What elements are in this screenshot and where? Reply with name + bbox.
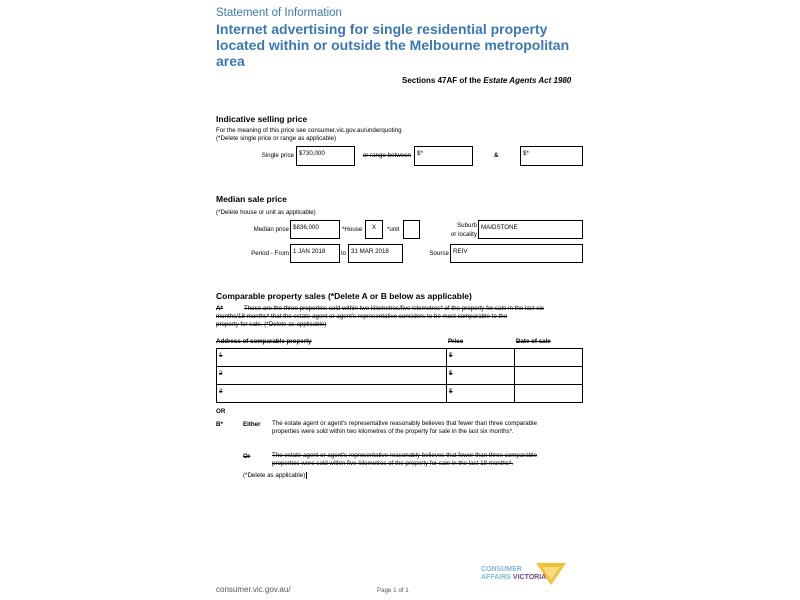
or-label: OR: [216, 408, 226, 415]
logo-affairs: AFFAIRS: [481, 574, 511, 581]
table-row-address[interactable]: 1: [216, 348, 447, 367]
sections-prefix: Sections 47AF of the: [402, 76, 484, 85]
suburb-label-line-2: or locality: [450, 231, 477, 238]
delete-note: [243, 472, 309, 479]
table-row-date[interactable]: [514, 348, 583, 367]
period-label: Period - From: [251, 250, 289, 257]
source-field[interactable]: REIV: [450, 244, 583, 263]
single-price-field[interactable]: $730,000: [296, 146, 355, 166]
either-text: [272, 420, 587, 436]
option-a-text-2: [216, 313, 586, 321]
col-address-header: Address of comparable property: [216, 338, 312, 345]
to-label: to: [341, 250, 347, 257]
period-to-field[interactable]: 31 MAR 2018: [348, 244, 403, 263]
option-a-line-1: These are the three properties sold within two kilometres/five kilometres* of the property for sale in the last six: [244, 305, 544, 312]
indicative-note-1: For the meaning of this price see consumer.vic.gov.au/underquoting: [216, 127, 402, 134]
or2-line-1: The estate agent or agent's representative reasonably believes that fewer than three comparable: [272, 452, 537, 459]
title-line-3: area: [216, 53, 245, 69]
title-line-1: Internet advertising for single residential property: [216, 21, 548, 37]
logo-line-2: [481, 574, 546, 582]
option-a-line-3: property for sale. (*Delete as applicable): [216, 321, 327, 328]
or2-text: [272, 452, 587, 468]
or2-line-2: properties were sold within five kilometres of the property for sale in the last 18 months*.: [272, 460, 514, 467]
suburb-field[interactable]: MAIDSTONE: [478, 220, 583, 239]
either-line-1: The estate agent or agent's representative reasonably believes that fewer than three comparable: [272, 420, 537, 427]
table-row-address[interactable]: 3: [216, 384, 447, 403]
suburb-label: [432, 221, 477, 239]
document-label: Statement of Information: [216, 7, 342, 19]
table-row-address[interactable]: 2: [216, 366, 447, 385]
range-label: or range between: [362, 152, 411, 159]
median-price-field[interactable]: $836,000: [290, 220, 340, 239]
comparable-heading: Comparable property sales (*Delete A or B below as applicable): [216, 291, 472, 301]
or2-label: Or: [243, 453, 251, 460]
table-row-date[interactable]: [514, 384, 583, 403]
text-cursor: [306, 472, 309, 479]
option-a-marker: A*: [216, 305, 223, 312]
unit-checkbox[interactable]: [403, 220, 420, 239]
range-from-field[interactable]: $*: [414, 146, 473, 166]
document-title: [216, 21, 596, 69]
option-a-text-3: [216, 321, 586, 329]
period-from-field[interactable]: 1 JAN 2018: [290, 244, 340, 263]
unit-label: *unit: [387, 226, 400, 233]
source-label: Source: [429, 250, 449, 257]
logo-victoria: VICTORIA: [512, 574, 547, 581]
logo-line-1: CONSUMER: [481, 566, 522, 573]
table-row-price[interactable]: $: [446, 384, 515, 403]
col-price-header: Price: [448, 338, 464, 345]
either-line-2: properties were sold within two kilometres of the property for sale in the last six months*.: [272, 428, 514, 435]
median-note: (*Delete house or unit as applicable): [216, 209, 316, 216]
suburb-label-line-1: Suburb: [457, 222, 477, 229]
indicative-heading: Indicative selling price: [216, 114, 308, 124]
house-checkbox[interactable]: X: [365, 220, 383, 239]
option-a-text: [216, 305, 586, 313]
house-label: *House: [342, 226, 363, 233]
table-row-price[interactable]: $: [446, 348, 515, 367]
consumer-affairs-logo: [481, 560, 589, 592]
col-date-header: Date of sale: [516, 338, 551, 345]
option-b-marker: B*: [216, 421, 223, 428]
logo-text: [481, 566, 546, 582]
table-row-date[interactable]: [514, 366, 583, 385]
table-row-price[interactable]: $: [446, 366, 515, 385]
single-price-label: Single price: [261, 152, 294, 159]
page-number: Page 1 of 1: [377, 587, 409, 594]
and-label: &: [494, 152, 499, 159]
either-label: Either: [243, 421, 261, 428]
delete-note-text: (*Delete as applicable): [243, 472, 306, 479]
indicative-note-2: (*Delete single price or range as applicable): [216, 135, 337, 142]
sections-act: Estate Agents Act 1980: [483, 76, 572, 85]
sections-reference: [402, 76, 571, 85]
title-line-2: located within or outside the Melbourne metropolitan: [216, 37, 570, 53]
footer-url[interactable]: consumer.vic.gov.au/: [216, 585, 291, 594]
median-heading: Median sale price: [216, 194, 287, 204]
median-price-label: Median price: [253, 226, 289, 233]
range-to-field[interactable]: $*: [520, 146, 583, 166]
option-a-line-2: months/18 months* that the estate agent or agent's representative considers to be most comparable to the: [216, 313, 508, 320]
